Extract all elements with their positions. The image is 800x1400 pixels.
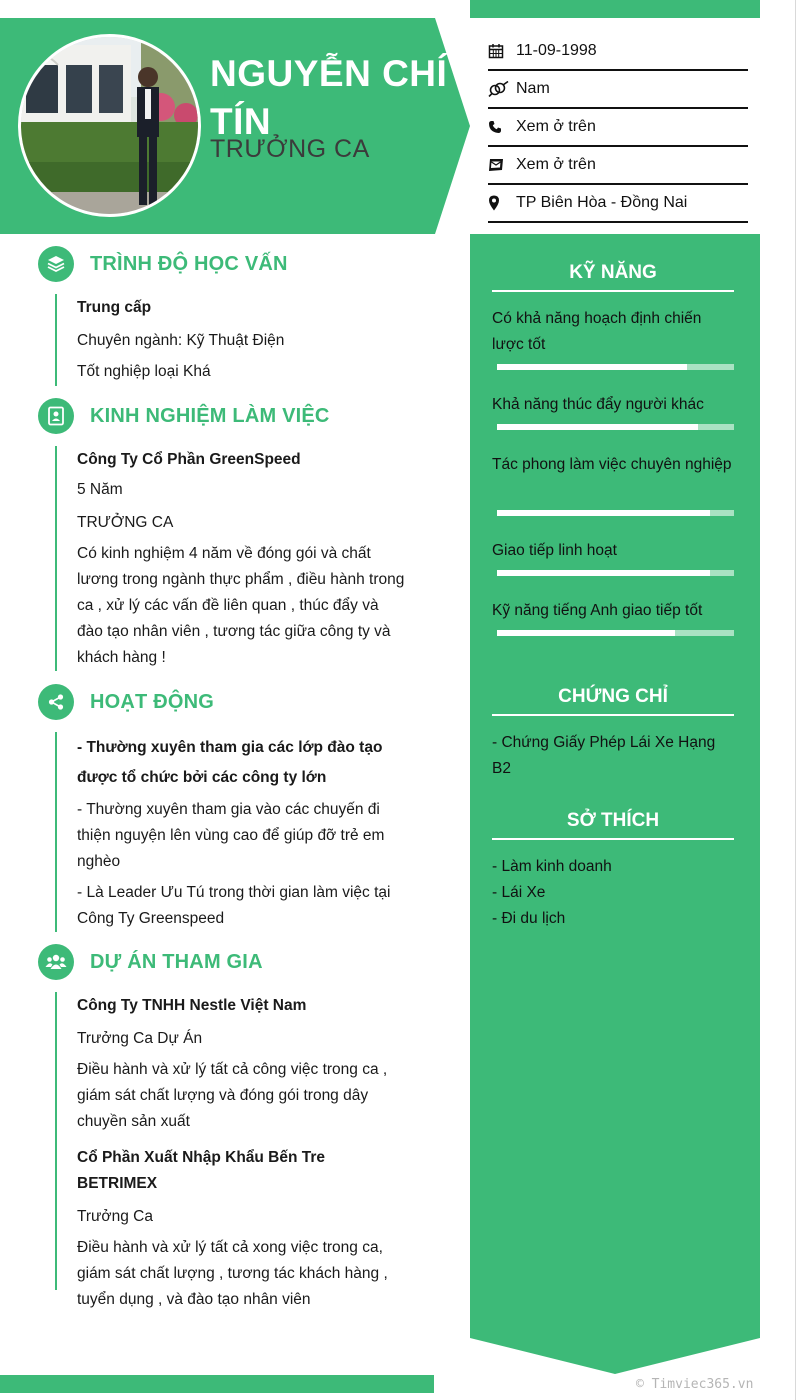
projects-heading <box>38 944 263 980</box>
page-edge <box>795 0 796 1400</box>
activities-title: HOẠT ĐỘNG <box>90 690 215 713</box>
phone-text: Xem ở trên <box>516 118 596 135</box>
projects-title: DỰ ÁN THAM GIA <box>90 950 263 973</box>
skill-bar <box>497 570 734 576</box>
skill-bar-fill <box>497 424 698 430</box>
experience-line <box>55 446 57 671</box>
gender-icon <box>488 79 516 99</box>
contact-phone <box>488 109 748 147</box>
email-text: Xem ở trên <box>516 156 596 173</box>
profile-photo <box>21 37 201 217</box>
address-text: TP Biên Hòa - Đồng Nai <box>516 194 688 211</box>
skill-bar <box>497 364 734 370</box>
education-major: Chuyên ngành: Kỹ Thuật Điện <box>77 332 285 349</box>
activities-item: - Là Leader Ưu Tú trong thời gian làm việc tại Công Ty Greenspeed <box>77 884 391 927</box>
experience-title: KINH NGHIỆM LÀM VIỆC <box>90 404 330 427</box>
contact-email <box>488 147 748 185</box>
users-icon <box>38 944 74 980</box>
projects-line <box>55 992 57 1290</box>
skill-bar-fill <box>497 570 710 576</box>
profile-header <box>0 18 470 234</box>
experience-block <box>77 447 407 671</box>
full-name: NGUYỄN CHÍ TÍN <box>210 53 448 142</box>
location-pin-icon <box>488 193 516 213</box>
skill-bar-fill <box>497 510 710 516</box>
watermark: © Timviec365.vn <box>636 1377 754 1392</box>
education-block <box>77 295 407 385</box>
experience-description: Có kinh nghiệm 4 năm về đóng gói và chất lương trong ngành thực phẩm , điều hành trong ca , xử lý các vấn đề liên quan , thúc đẩy và đào tạo nhân viên , tương tác giữa công ty và khách hàng ! <box>77 545 405 666</box>
skill-bar <box>497 510 734 516</box>
top-accent-strip <box>470 0 760 18</box>
skill-bar <box>497 424 734 430</box>
birthdate-text: 11-09-1998 <box>516 42 597 59</box>
skill-label: Có khả năng hoạch định chiến lược tốt <box>492 310 702 353</box>
activities-highlight: - Thường xuyên tham gia các lớp đào tạo được tổ chức bởi các công ty lớn <box>77 739 383 786</box>
phone-icon <box>488 117 516 137</box>
project-description: Điều hành và xử lý tất cả xong việc trong ca, giám sát chất lượng , tương tác khách hàng , tuyển dụng , và đào tạo nhân viên <box>77 1239 388 1308</box>
activities-heading <box>38 684 214 720</box>
job-title: TRƯỞNG CA <box>210 135 370 163</box>
experience-duration: 5 Năm <box>77 481 123 498</box>
experience-company: Công Ty Cổ Phần GreenSpeed <box>77 451 301 468</box>
id-card-icon <box>38 398 74 434</box>
experience-heading <box>38 398 330 434</box>
education-title: TRÌNH ĐỘ HỌC VẤN <box>90 252 288 275</box>
skills-title: KỸ NĂNG <box>492 262 734 292</box>
hobbies-title: SỞ THÍCH <box>492 810 734 840</box>
skill-bar-fill <box>497 364 687 370</box>
contact-gender <box>488 71 748 109</box>
project-company: Công Ty TNHH Nestle Việt Nam <box>77 997 307 1014</box>
contact-birthdate <box>488 33 748 71</box>
education-grade: Tốt nghiệp loại Khá <box>77 363 211 380</box>
certificates-title: CHỨNG CHỈ <box>492 686 734 716</box>
project-company: Cổ Phần Xuất Nhập Khẩu Bến Tre BETRIMEX <box>77 1149 326 1192</box>
certificate-text: - Chứng Giấy Phép Lái Xe Hạng B2 <box>492 734 716 777</box>
hobby-item: - Làm kinh doanh <box>492 858 612 875</box>
hobbies-list <box>492 854 732 932</box>
activities-item: - Thường xuyên tham gia vào các chuyến đi thiện nguyện lên vùng cao để giúp đỡ trẻ em nghèo <box>77 801 385 870</box>
hobby-item: - Đi du lịch <box>492 910 566 927</box>
experience-position: TRƯỞNG CA <box>77 514 174 531</box>
education-line <box>55 294 57 386</box>
project-role: Trưởng Ca <box>77 1208 153 1225</box>
calendar-icon <box>488 41 516 61</box>
email-icon <box>488 155 516 175</box>
project-description: Điều hành và xử lý tất cả công việc trong ca , giám sát chất lượng và đóng gói trong dây chuyền sản xuất <box>77 1061 388 1130</box>
skill-label: Giao tiếp linh hoạt <box>492 542 617 559</box>
layers-icon <box>38 246 74 282</box>
hobby-item: - Lái Xe <box>492 884 546 901</box>
project-role: Trưởng Ca Dự Án <box>77 1030 203 1047</box>
skill-label: Khả năng thúc đẩy người khác <box>492 396 704 413</box>
gender-text: Nam <box>516 80 550 97</box>
education-level: Trung cấp <box>77 299 152 316</box>
projects-block <box>77 993 407 1313</box>
activities-block <box>77 733 407 932</box>
share-icon <box>38 684 74 720</box>
footer-accent-bar <box>0 1375 434 1393</box>
skill-bar <box>497 630 734 636</box>
skill-bar-fill <box>497 630 675 636</box>
avatar <box>18 34 201 217</box>
skill-label: Tác phong làm việc chuyên nghiệp <box>492 456 732 473</box>
contact-address <box>488 185 748 223</box>
activities-line <box>55 732 57 932</box>
education-heading <box>38 246 288 282</box>
skill-label: Kỹ năng tiếng Anh giao tiếp tốt <box>492 602 703 619</box>
contact-list <box>488 33 748 223</box>
